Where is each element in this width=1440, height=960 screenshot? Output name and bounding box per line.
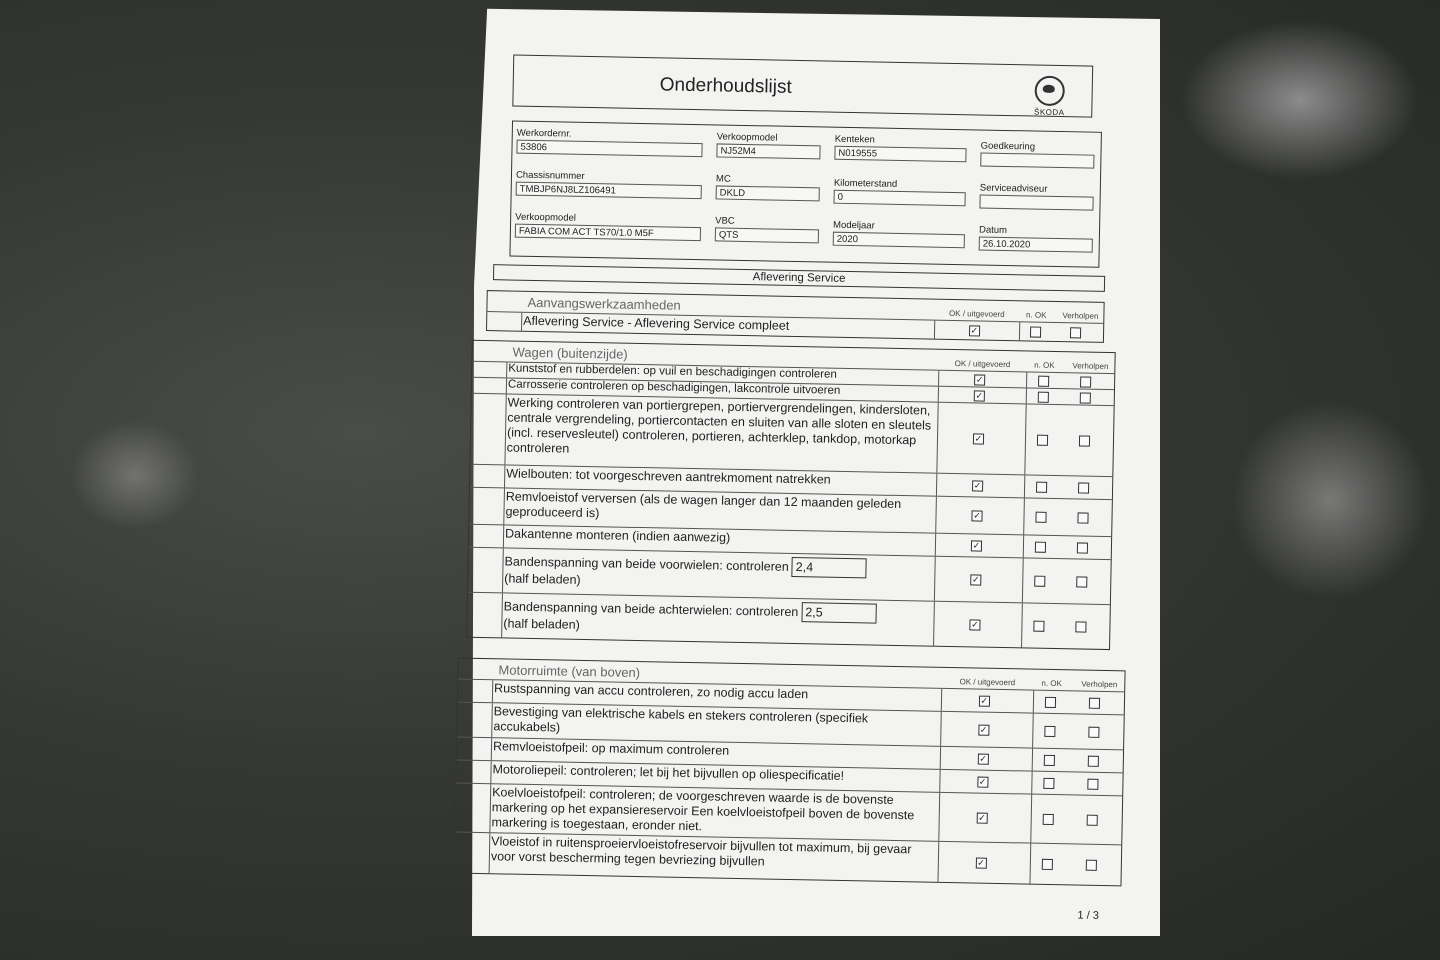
check-mark-icon: ✓ bbox=[971, 574, 980, 585]
item-sublabel: (half beladen) bbox=[503, 616, 580, 632]
column-header-ok: OK / uitgevoerd bbox=[948, 308, 1005, 319]
column-divider bbox=[1031, 749, 1032, 771]
item-label: Vloeistof in ruitensproeiervloeistofreservoir bijvullen tot maximum, bij gevaar voor vorst bescherming tegen bevriezing bijvullen bbox=[490, 834, 912, 869]
column-header-verholpen: Verholpen bbox=[1081, 679, 1118, 690]
column-divider bbox=[940, 747, 941, 769]
check-mark-icon: ✓ bbox=[975, 373, 984, 385]
check-mark-icon: ✓ bbox=[973, 480, 982, 491]
verholpen-checkbox[interactable] bbox=[1080, 392, 1091, 403]
column-divider bbox=[935, 534, 936, 556]
field-value: 0 bbox=[834, 190, 966, 207]
section-title: Motorruimte (van boven) bbox=[498, 662, 641, 681]
vehicle-info-box bbox=[509, 120, 1102, 267]
field-werkordernr bbox=[516, 128, 702, 158]
field-value: QTS bbox=[715, 227, 819, 243]
ok-checkbox[interactable] bbox=[975, 858, 986, 869]
not-ok-checkbox[interactable] bbox=[1042, 859, 1053, 870]
checklist-item-text bbox=[503, 599, 932, 639]
item-label: Aflevering Service - Aflevering Service compleet bbox=[523, 313, 790, 333]
item-label: Motoroliepeil: controleren; let bij het bijvullen op oliespecificatie! bbox=[492, 762, 845, 783]
column-header-verholpen: Verholpen bbox=[1062, 311, 1099, 321]
check-mark-icon: ✓ bbox=[973, 510, 981, 521]
column-divider bbox=[938, 842, 940, 882]
page-number: 1 / 3 bbox=[1077, 909, 1099, 922]
field-value: FABIA COM ACT TS70/1.0 M5F bbox=[515, 224, 701, 242]
field-value: 26.10.2020 bbox=[979, 236, 1093, 252]
maintenance-form bbox=[467, 54, 1123, 926]
column-divider bbox=[1024, 404, 1026, 474]
field-value: 2020 bbox=[833, 232, 965, 249]
ok-checkbox[interactable] bbox=[976, 813, 987, 824]
ok-checkbox[interactable] bbox=[978, 725, 989, 736]
field-value: 53806 bbox=[516, 140, 702, 158]
column-divider bbox=[1021, 603, 1023, 647]
field-value: N019555 bbox=[834, 146, 966, 163]
verholpen-checkbox[interactable] bbox=[1076, 576, 1087, 587]
item-label: Wielbouten: tot voorgeschreven aantrekmoment natrekken bbox=[506, 466, 831, 487]
check-mark-icon: ✓ bbox=[977, 857, 985, 868]
verholpen-checkbox[interactable] bbox=[1086, 815, 1097, 826]
field-datum bbox=[979, 224, 1093, 252]
column-divider bbox=[1030, 795, 1032, 843]
field-label: MC bbox=[715, 173, 731, 185]
verholpen-checkbox[interactable] bbox=[1075, 621, 1086, 632]
not-ok-checkbox[interactable] bbox=[1044, 755, 1055, 766]
ok-checkbox[interactable] bbox=[977, 777, 988, 788]
verholpen-checkbox[interactable] bbox=[1089, 698, 1100, 709]
field-label: VBC bbox=[715, 215, 735, 227]
ok-checkbox[interactable] bbox=[972, 480, 983, 491]
not-ok-checkbox[interactable] bbox=[1045, 697, 1056, 708]
verholpen-checkbox[interactable] bbox=[1088, 727, 1099, 738]
check-mark-icon: ✓ bbox=[979, 724, 988, 735]
check-mark-icon: ✓ bbox=[975, 389, 984, 401]
not-ok-checkbox[interactable] bbox=[1038, 375, 1049, 386]
check-mark-icon: ✓ bbox=[971, 619, 979, 630]
not-ok-checkbox[interactable] bbox=[1036, 482, 1047, 493]
column-divider bbox=[1026, 388, 1027, 403]
column-header-nok: n. OK bbox=[1034, 360, 1055, 370]
item-label: Bevestiging van elektrische kabels en stekers controleren (specifiek accukabels) bbox=[493, 704, 869, 735]
check-mark-icon: ✓ bbox=[974, 433, 983, 444]
tire-pressure-input[interactable]: 2,5 bbox=[801, 602, 876, 623]
not-ok-checkbox[interactable] bbox=[1043, 814, 1054, 825]
field-value: NJ52M4 bbox=[716, 143, 820, 159]
not-ok-checkbox[interactable] bbox=[1037, 435, 1048, 446]
column-divider bbox=[936, 403, 938, 473]
column-divider bbox=[934, 321, 935, 339]
item-label: Koelvloeistofpeil: controleren; de voorgeschreven waarde is de bovenste markering op het expansiereservoir Een koelvloeistofpeil boven de bovenste markering is toegestaan, eronder niet. bbox=[491, 785, 915, 834]
column-header-ok: OK / uitgevoerd bbox=[959, 677, 1016, 688]
verholpen-checkbox[interactable] bbox=[1080, 376, 1091, 387]
ok-checkbox[interactable] bbox=[969, 619, 980, 630]
field-kilometerstand bbox=[834, 178, 966, 207]
column-divider bbox=[1023, 498, 1025, 534]
checklist-item-text bbox=[507, 395, 936, 463]
field-label: Serviceadviseur bbox=[979, 182, 1048, 195]
field-serviceadviseur bbox=[979, 182, 1093, 210]
ok-checkbox[interactable] bbox=[969, 325, 980, 336]
field-label: Kenteken bbox=[834, 133, 875, 146]
check-mark-icon: ✓ bbox=[980, 695, 989, 706]
item-label: Remvloeistof verversen (als de wagen langer dan 12 maanden geleden geproduceerd is) bbox=[505, 489, 902, 521]
field-kenteken bbox=[834, 134, 966, 163]
ok-checkbox[interactable] bbox=[970, 574, 981, 585]
section-1 bbox=[466, 340, 1116, 650]
checklist-row bbox=[470, 394, 1113, 477]
section-0 bbox=[486, 290, 1105, 343]
item-label: Remvloeistofpeil: op maximum controleren bbox=[492, 739, 730, 758]
field-vbc bbox=[715, 215, 819, 243]
verholpen-checkbox[interactable] bbox=[1078, 482, 1089, 493]
column-divider bbox=[1026, 372, 1027, 387]
not-ok-checkbox[interactable] bbox=[1030, 326, 1041, 337]
item-sublabel: (half beladen) bbox=[504, 571, 581, 587]
field-label: Chassisnummer bbox=[515, 169, 585, 182]
service-title: Aflevering Service bbox=[493, 264, 1105, 292]
field-value bbox=[979, 194, 1093, 210]
checklist-item-text bbox=[491, 785, 936, 839]
field-chassisnummer bbox=[516, 170, 702, 200]
column-header-verholpen: Verholpen bbox=[1072, 361, 1109, 371]
tire-pressure-input[interactable]: 2,4 bbox=[792, 557, 867, 578]
brand-name: ŠKODA bbox=[1033, 107, 1065, 118]
column-divider bbox=[936, 474, 937, 496]
item-label: Kunststof en rubberdelen: op vuil en beschadigingen controleren bbox=[508, 362, 837, 381]
verholpen-checkbox[interactable] bbox=[1077, 512, 1088, 523]
checklist-item-text bbox=[505, 489, 933, 527]
skoda-logo-icon bbox=[1034, 76, 1065, 107]
column-divider bbox=[1022, 558, 1024, 602]
section-title: Wagen (buitenzijde) bbox=[512, 344, 628, 362]
not-ok-checkbox[interactable] bbox=[1033, 621, 1044, 632]
verholpen-checkbox[interactable] bbox=[1085, 860, 1096, 871]
item-label: Bandenspanning van beide voorwielen: controleren bbox=[504, 554, 789, 574]
verholpen-checkbox[interactable] bbox=[1077, 542, 1088, 553]
column-divider bbox=[940, 712, 942, 746]
column-header-nok: n. OK bbox=[1041, 678, 1062, 689]
column-divider bbox=[938, 371, 939, 386]
column-divider bbox=[1019, 322, 1020, 340]
column-divider bbox=[940, 770, 941, 792]
field-label: Kilometerstand bbox=[833, 177, 898, 190]
check-mark-icon: ✓ bbox=[970, 325, 979, 336]
field-label: Verkoopmodel bbox=[515, 211, 577, 224]
field-label: Modeljaar bbox=[832, 219, 875, 232]
check-mark-icon: ✓ bbox=[972, 540, 981, 551]
field-mc bbox=[716, 173, 820, 201]
field-goedkeuring bbox=[980, 141, 1094, 169]
section-title: Aanvangswerkzaamheden bbox=[527, 294, 681, 313]
column-divider bbox=[1023, 535, 1024, 557]
checklist-item-text bbox=[493, 704, 937, 743]
column-divider bbox=[933, 602, 935, 646]
column-divider bbox=[1029, 844, 1031, 884]
skoda-logo bbox=[1019, 75, 1080, 117]
field-value: DKLD bbox=[716, 185, 820, 201]
ok-checkbox[interactable] bbox=[974, 390, 985, 401]
ok-checkbox[interactable] bbox=[979, 696, 990, 707]
title-box bbox=[512, 55, 1093, 118]
field-verkoopmodel bbox=[515, 212, 701, 242]
verholpen-checkbox[interactable] bbox=[1087, 779, 1098, 790]
ok-checkbox[interactable] bbox=[977, 754, 988, 765]
column-divider bbox=[1032, 714, 1034, 748]
ok-checkbox[interactable] bbox=[973, 433, 984, 444]
field-label: Werkordernr. bbox=[516, 127, 572, 140]
field-value bbox=[980, 152, 1094, 168]
ok-checkbox[interactable] bbox=[971, 510, 982, 521]
field-value: TMBJP6NJ8LZ106491 bbox=[516, 182, 702, 200]
column-header-ok: OK / uitgevoerd bbox=[954, 359, 1011, 370]
item-label: Werking controleren van portiergrepen, portiervergrendelingen, kindersloten, centrale vergrendeling, portiercontacten en sluiten van alle sloten en sleutels (incl. reservesleutel) controleren, portieren, achterklep, tankdop, motorkap controleren bbox=[506, 395, 932, 456]
item-label: Bandenspanning van beide achterwielen: controleren bbox=[503, 599, 799, 620]
check-mark-icon: ✓ bbox=[978, 776, 987, 787]
column-divider bbox=[1032, 691, 1033, 713]
not-ok-checkbox[interactable] bbox=[1035, 542, 1046, 553]
section-2 bbox=[454, 658, 1126, 887]
column-divider bbox=[935, 497, 937, 533]
column-divider bbox=[941, 689, 942, 711]
verholpen-checkbox[interactable] bbox=[1070, 327, 1081, 338]
field-label: Verkoopmodel bbox=[716, 131, 778, 144]
not-ok-checkbox[interactable] bbox=[1034, 576, 1045, 587]
not-ok-checkbox[interactable] bbox=[1043, 778, 1054, 789]
column-header-nok: n. OK bbox=[1025, 310, 1047, 320]
verholpen-checkbox[interactable] bbox=[1087, 756, 1098, 767]
not-ok-checkbox[interactable] bbox=[1038, 391, 1049, 402]
column-divider bbox=[938, 387, 939, 402]
column-divider bbox=[1024, 475, 1025, 497]
column-divider bbox=[934, 557, 936, 601]
column-divider bbox=[1031, 772, 1032, 794]
ok-checkbox[interactable] bbox=[974, 374, 985, 385]
checklist-item-text bbox=[504, 554, 933, 594]
not-ok-checkbox[interactable] bbox=[1035, 512, 1046, 523]
checklist-item-text bbox=[491, 834, 935, 873]
ok-checkbox[interactable] bbox=[971, 540, 982, 551]
field-label: Datum bbox=[978, 224, 1008, 237]
column-divider bbox=[939, 793, 941, 841]
field-modeljaar bbox=[833, 220, 965, 249]
item-label: Dakantenne monteren (indien aanwezig) bbox=[504, 526, 731, 545]
form-title: Onderhoudslijst bbox=[659, 74, 792, 98]
field-verkoopmodel-code bbox=[716, 131, 820, 159]
field-label: Goedkeuring bbox=[980, 140, 1036, 153]
item-label: Rustspanning van accu controleren, zo nodig accu laden bbox=[494, 681, 809, 702]
item-label: Carrosserie controleren op beschadigingen, lakcontrole uitvoeren bbox=[507, 378, 841, 397]
check-mark-icon: ✓ bbox=[978, 812, 986, 823]
not-ok-checkbox[interactable] bbox=[1044, 726, 1055, 737]
check-mark-icon: ✓ bbox=[979, 753, 987, 764]
verholpen-checkbox[interactable] bbox=[1079, 435, 1090, 446]
